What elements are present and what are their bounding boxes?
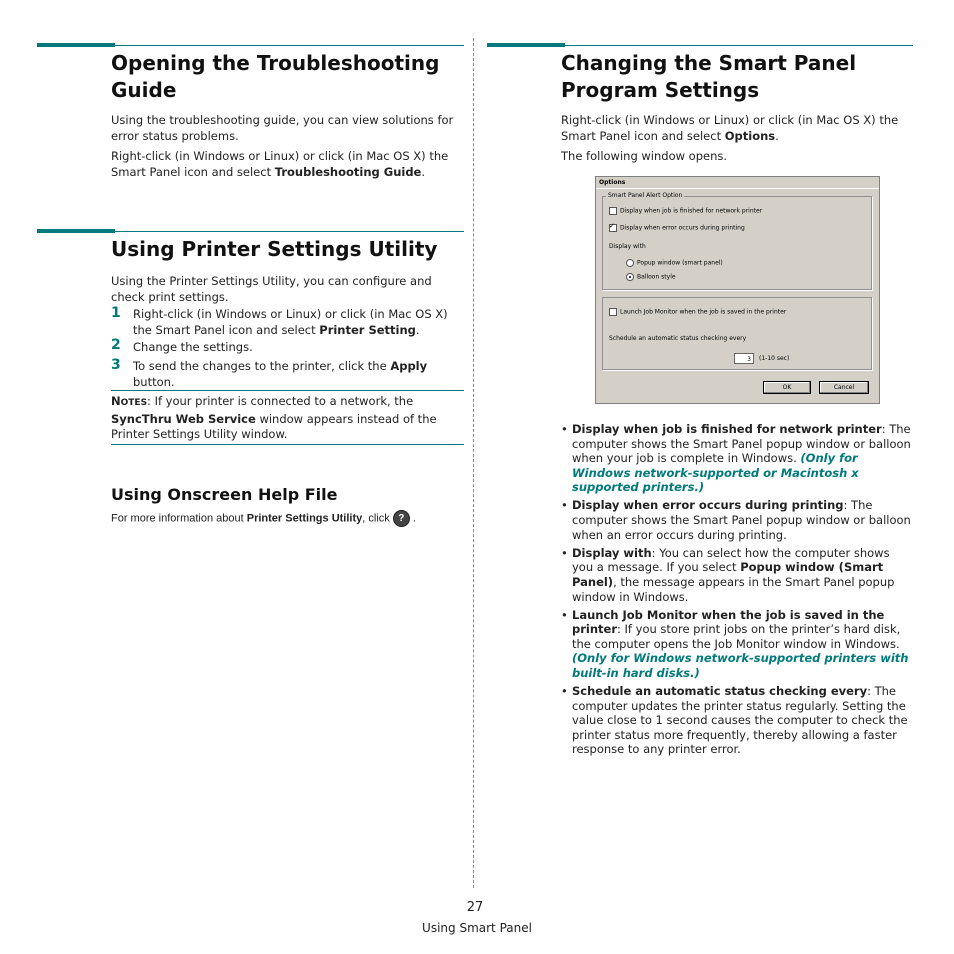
error-checkbox[interactable] [609,224,617,232]
column-divider [473,38,474,888]
options-bullet-list [561,422,913,761]
bullet-term: Launch Job Monitor when the job is saved in the printer [572,607,885,637]
bullet-term: Display when job is finished for network printer [572,422,882,436]
heading-onscreen-help: Using Onscreen Help File [111,485,338,504]
section-rule-accent [37,43,115,47]
step-1-pre: Right-click (in Windows or Linux) or click (in Mac OS X) the Smart Panel icon and select [133,307,448,337]
note-top-rule [111,390,464,391]
bullet-text: : The computer shows the Smart Panel popup window or balloon when your job is complete in Windows. [572,422,911,466]
instruction-end: . [421,164,426,179]
dialog-title: Options [596,177,879,189]
list-item [561,546,913,604]
note-box [111,394,463,443]
step-3-bold: Apply [390,359,428,373]
troubleshooting-instruction [111,149,463,180]
bullet-note: (Only for Windows network-supported or Macintosh x supported printers.) [572,451,859,495]
help-text [111,510,471,527]
options-instruction [561,113,913,144]
instruction-text: Right-click (in Windows or Linux) or click (in Mac OS X) the Smart Panel icon and select [111,149,449,179]
finished-checkbox-label: Display when job is finished for network printer [620,207,763,215]
bullet-term-2: Popup window (Smart Panel) [572,560,884,589]
step-2-number: 2 [111,337,121,353]
section-rule [115,231,464,232]
heading-line-1: Opening the Troubleshooting [111,51,440,75]
error-checkbox-row[interactable] [609,224,745,233]
bullet-text: : You can select how the computer shows you a message. If you select [572,545,890,575]
section-rule-accent [37,229,115,233]
note-bold: SyncThru Web Service [111,411,256,426]
error-checkbox-label: Display when error occurs during printing [620,224,745,232]
section-rule [565,45,913,46]
bullet-note: (Only for Windows network-supported printers with built-in hard disks.) [572,651,909,680]
step-1-number: 1 [111,305,121,321]
note-text-end: window appears instead of the Printer Settings Utility window. [111,411,437,441]
balloon-radio[interactable] [626,273,634,281]
footer-section-name: Using Smart Panel [422,921,532,935]
popup-radio[interactable] [626,259,634,267]
bullet-text: : The computer updates the printer status regularly. Setting the value close to 1 second causes the computer to check the printer status more frequently, thereby allowing a faster response to any printer error. [572,684,908,757]
options-end: . [775,128,779,143]
balloon-radio-row[interactable] [626,273,676,282]
balloon-radio-label: Balloon style [637,273,676,281]
bullet-term: Schedule an automatic status checking every [572,684,868,699]
step-2-text: Change the settings. [133,340,253,354]
step-3-pre: To send the changes to the printer, click the [133,359,391,373]
interval-spinner[interactable]: 3 [734,353,754,364]
heading-troubleshooting [111,50,463,104]
popup-radio-row[interactable] [626,259,723,268]
help-text-pre: For more information about [111,512,247,525]
launch-monitor-checkbox[interactable] [609,308,617,316]
list-item [561,608,913,681]
heading-line-2: Program Settings [561,78,760,102]
heading-printer-settings: Using Printer Settings Utility [111,237,438,261]
window-opens-text: The following window opens. [561,149,728,163]
popup-radio-label: Popup window (smart panel) [637,259,723,267]
instruction-bold: Troubleshooting Guide [274,164,422,179]
list-item [561,498,913,542]
step-1-post: . [415,322,420,337]
note-label-initial: N [111,394,121,408]
note-label [111,394,147,408]
step-1-text [133,307,465,338]
cancel-button[interactable]: Cancel [819,381,869,394]
launch-monitor-label: Launch Job Monitor when the job is saved in the printer [620,308,787,316]
list-item [561,422,913,495]
heading-line-1: Changing the Smart Panel [561,51,857,75]
interval-hint: (1-10 sec) [759,355,790,362]
display-with-label: Display with [609,243,646,250]
help-text-post: , click [362,512,390,525]
section-rule [115,45,464,46]
step-3-number: 3 [111,357,121,373]
ok-button[interactable]: OK [763,381,811,394]
list-item [561,684,913,757]
page-number: 27 [466,900,484,915]
launch-monitor-row[interactable] [609,308,786,317]
note-label-rest: OTES [120,398,148,408]
bullet-text-2: , the message appears in the Smart Panel popup window in Windows. [572,574,895,604]
printer-settings-intro: Using the Printer Settings Utility, you can configure and check print settings. [111,274,432,304]
alert-option-label: Smart Panel Alert Option [608,192,683,199]
options-text: Right-click (in Windows or Linux) or click (in Mac OS X) the Smart Panel icon and select [561,113,899,143]
schedule-label: Schedule an automatic status checking every [609,335,747,342]
step-1-bold: Printer Setting [319,322,416,337]
help-text-end: . [412,512,416,525]
help-text-bold: Printer Settings Utility [246,512,363,525]
options-dialog [595,176,880,404]
troubleshooting-intro: Using the troubleshooting guide, you can view solutions for error status problems. [111,113,454,143]
bullet-text: : The computer shows the Smart Panel popup window or balloon when an error occurs during printing. [572,498,911,542]
help-icon[interactable]: ? [393,510,410,527]
bullet-term: Display when error occurs during printing [572,498,844,513]
bullet-text: : If you store print jobs on the printer’s hard disk, the computer opens the Job Monitor window in Windows. [572,622,901,651]
bullet-term: Display with [572,545,652,560]
finished-checkbox[interactable] [609,207,617,215]
options-bold: Options [724,128,776,143]
note-bottom-rule [111,444,464,445]
step-3-text [133,359,465,390]
heading-smart-panel-settings [561,50,913,104]
section-rule-accent [487,43,565,47]
heading-line-2: Guide [111,78,177,102]
note-text: : If your printer is connected to a network, the [147,394,414,408]
step-3-post: button. [133,374,175,389]
finished-checkbox-row[interactable] [609,207,762,216]
